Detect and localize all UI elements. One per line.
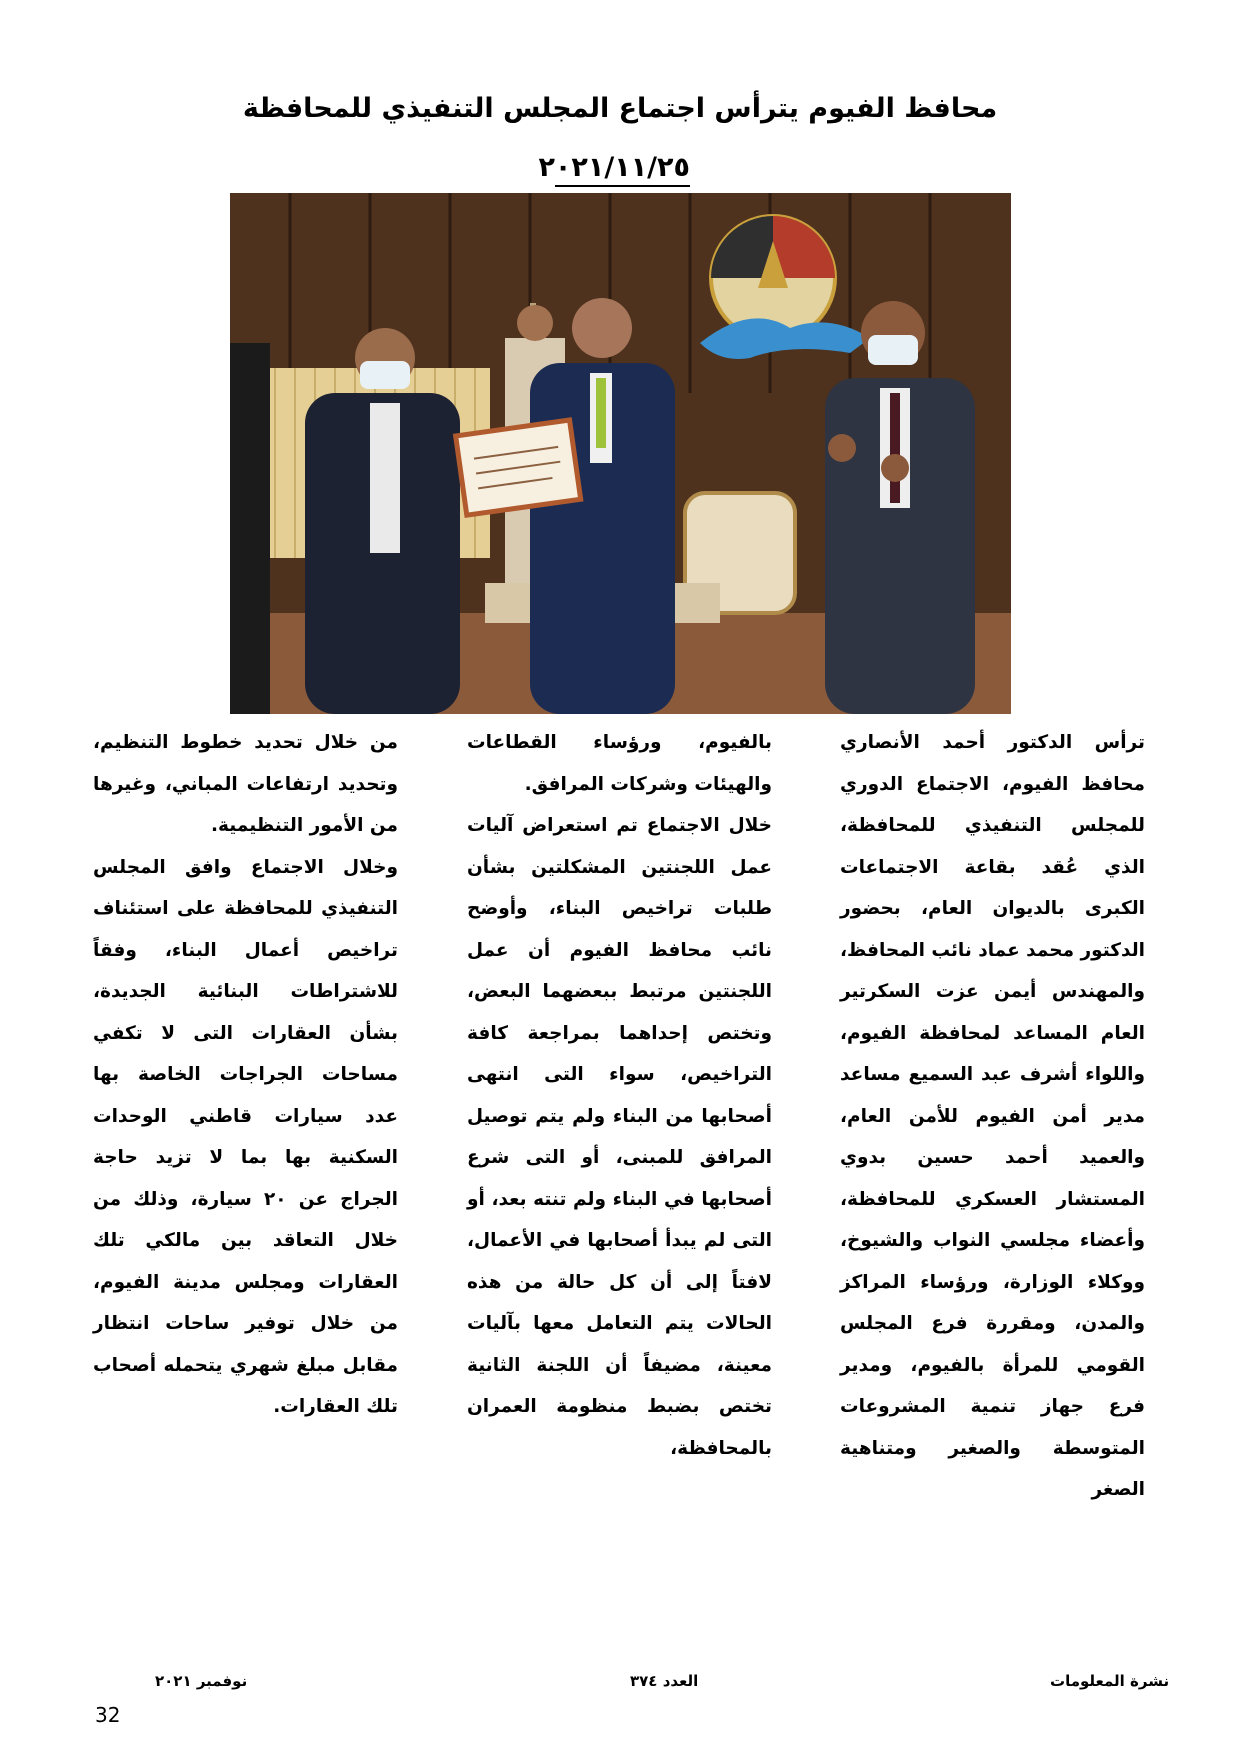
article-column-middle <box>467 722 772 1469</box>
article-column-left <box>93 722 398 1428</box>
footer-publication: نشرة المعلومات <box>1050 1672 1170 1690</box>
article-column-right <box>840 722 1145 1511</box>
paragraph: ترأس الدكتور أحمد الأنصاري محافظ الفيوم، الاجتماع الدوري للمجلس التنفيذي للمحافظة، الذي عُقد بقاعة الاجتماعات الكبرى بالديوان العام، بحضور الدكتور محمد عماد نائب المحافظ، والمهندس أيمن عزت السكرتير العام المساعد لمحافظة الفيوم، واللواء أشرف عبد السميع مساعد مدير أمن الفيوم للأمن العام، والعميد أحمد حسين بدوي المستشار العسكري للمحافظة، وأعضاء مجلسي النواب والشيوخ، ووكلاء الوزارة، ورؤساء المراكز والمدن، ومقررة فرع المجلس القومي للمرأة بالفيوم، ومدير فرع جهاز تنمية المشروعات المتوسطة والصغير ومتناهية الصغر <box>840 732 1145 1500</box>
paragraph: من خلال تحديد خطوط التنظيم، وتحديد ارتفاعات المباني، وغيرها من الأمور التنظيمية. <box>93 732 398 836</box>
article-date: ٢٠٢١/١١/٢٥ <box>555 152 690 187</box>
article-title: محافظ الفيوم يترأس اجتماع المجلس التنفيذي للمحافظة <box>242 93 998 124</box>
paragraph: خلال الاجتماع تم استعراض آليات عمل اللجنتين المشكلتين بشأن طلبات تراخيص البناء، وأوضح نائب محافظ الفيوم أن عمل اللجنتين مرتبط ببعضهما البعض، وتختص إحداهما بمراجعة كافة التراخيص، سواء التى انتهى أصحابها من البناء ولم يتم توصيل المرافق للمبنى، أو التى شرع أصحابها في البناء ولم تنته بعد، أو التى لم يبدأ أصحابها في الأعمال، لافتاً إلى أن كل حالة من هذه الحالات يتم التعامل معها بآليات معينة، مضيفاً أن اللجنة الثانية تختص بضبط منظومة العمران بالمحافظة، <box>467 815 772 1459</box>
paragraph: بالفيوم، ورؤساء القطاعات والهيئات وشركات المرافق. <box>467 732 772 795</box>
paragraph: وخلال الاجتماع وافق المجلس التنفيذي للمحافظة على استئناف تراخيص أعمال البناء، وفقاً للاشتراطات البنائية الجديدة، بشأن العقارات التى لا تكفي مساحات الجراجات الخاصة بها عدد سيارات قاطني الوحدات السكنية بها بما لا تزيد حاجة الجراج عن ٢٠ سيارة، وذلك من خلال التعاقد بين مالكي تلك العقارات ومجلس مدينة الفيوم، من خلال توفير ساحات انتظار مقابل مبلغ شهري يتحمله أصحاب تلك العقارات. <box>93 856 398 1417</box>
footer-issue: العدد ٣٧٤ <box>630 1672 699 1690</box>
page-number: 32 <box>95 1703 121 1727</box>
footer-date: نوفمبر ٢٠٢١ <box>155 1672 248 1690</box>
article-photo <box>230 193 1011 714</box>
